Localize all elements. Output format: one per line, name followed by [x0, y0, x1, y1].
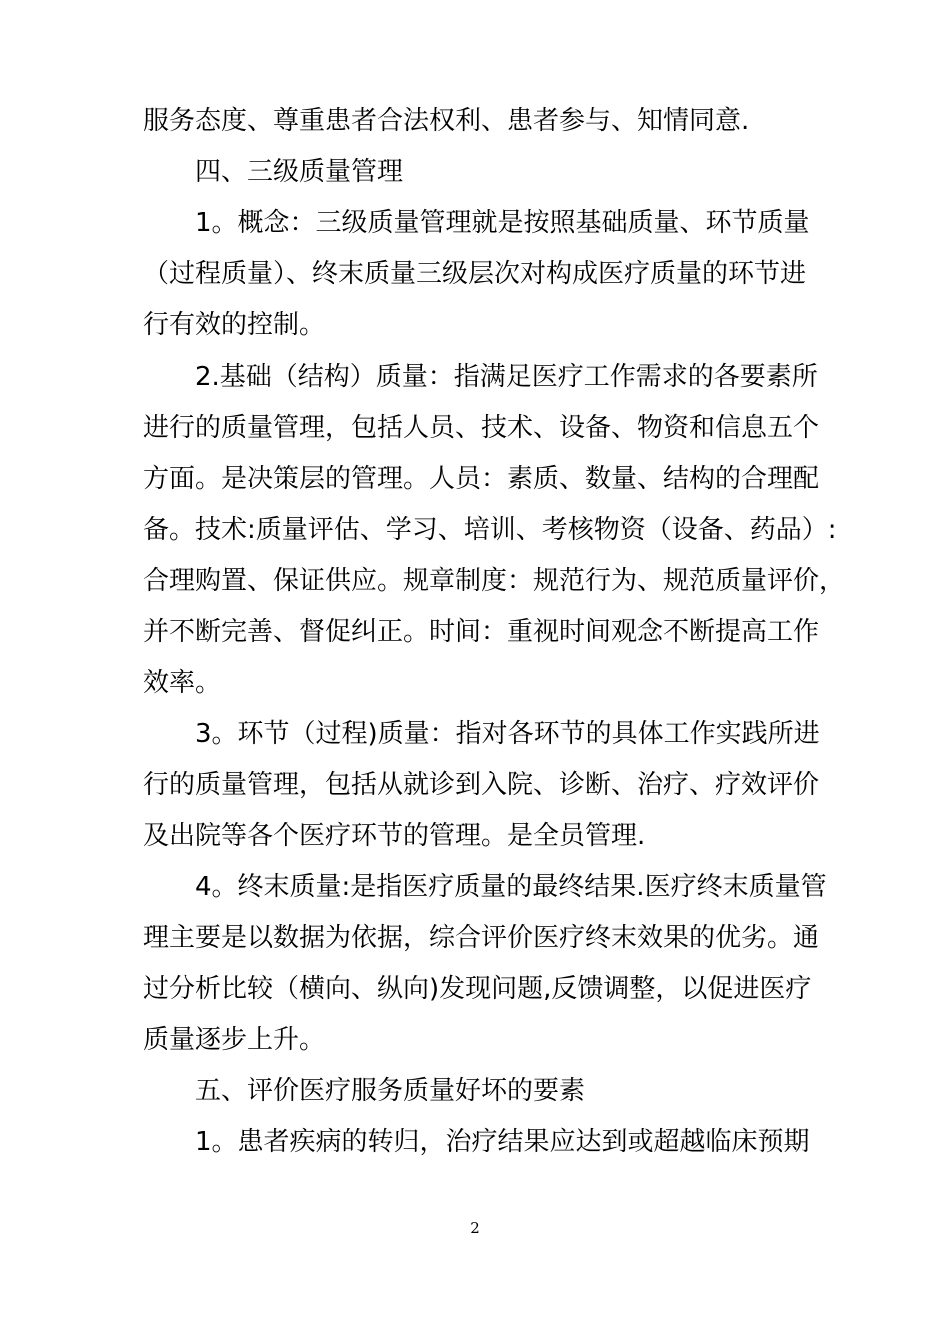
- text-line: （过程质量）、终末质量三级层次对构成医疗质量的环节进: [143, 259, 807, 289]
- text-line: 质量逐步上升。: [143, 1025, 326, 1055]
- text-line: 及出院等各个医疗环节的管理。是全员管理.: [143, 821, 646, 851]
- text-line: 4。终末质量:是指医疗质量的最终结果.医疗终末质量管: [195, 872, 827, 902]
- text-line: 3。环节（过程)质量：指对各环节的具体工作实践所进: [195, 719, 820, 749]
- text-line: 行有效的控制。: [143, 310, 326, 340]
- text-line: 理主要是以数据为依据，综合评价医疗终末效果的优劣。通: [143, 923, 820, 953]
- text-line: 过分析比较（横向、纵向)发现问题,反馈调整，以促进医疗: [143, 974, 812, 1004]
- text-line: 1。概念：三级质量管理就是按照基础质量、环节质量: [195, 208, 810, 238]
- text-line: 服务态度、尊重患者合法权利、患者参与、知情同意.: [143, 106, 750, 136]
- text-line: 1。患者疾病的转归，治疗结果应达到或超越临床预期: [195, 1127, 810, 1157]
- text-line: 2.基础（结构）质量：指满足医疗工作需求的各要素所: [195, 362, 818, 392]
- text-line: 行的质量管理，包括从就诊到入院、诊断、治疗、疗效评价: [143, 770, 820, 800]
- text-line: 并不断完善、督促纠正。时间：重视时间观念不断提高工作: [143, 617, 820, 647]
- text-line: 效率。: [143, 668, 222, 698]
- text-line: 备。技术:质量评估、学习、培训、考核物资（设备、药品）:: [143, 515, 837, 545]
- text-line: 方面。是决策层的管理。人员：素质、数量、结构的合理配: [143, 464, 820, 494]
- text-line: 合理购置、保证供应。规章制度：规范行为、规范质量评价，: [143, 566, 846, 596]
- text-line: 进行的质量管理，包括人员、技术、设备、物资和信息五个: [143, 413, 820, 443]
- section-heading: 五、评价医疗服务质量好坏的要素: [195, 1076, 586, 1106]
- page-number: 2: [470, 1219, 480, 1237]
- section-heading: 四、三级质量管理: [195, 157, 404, 187]
